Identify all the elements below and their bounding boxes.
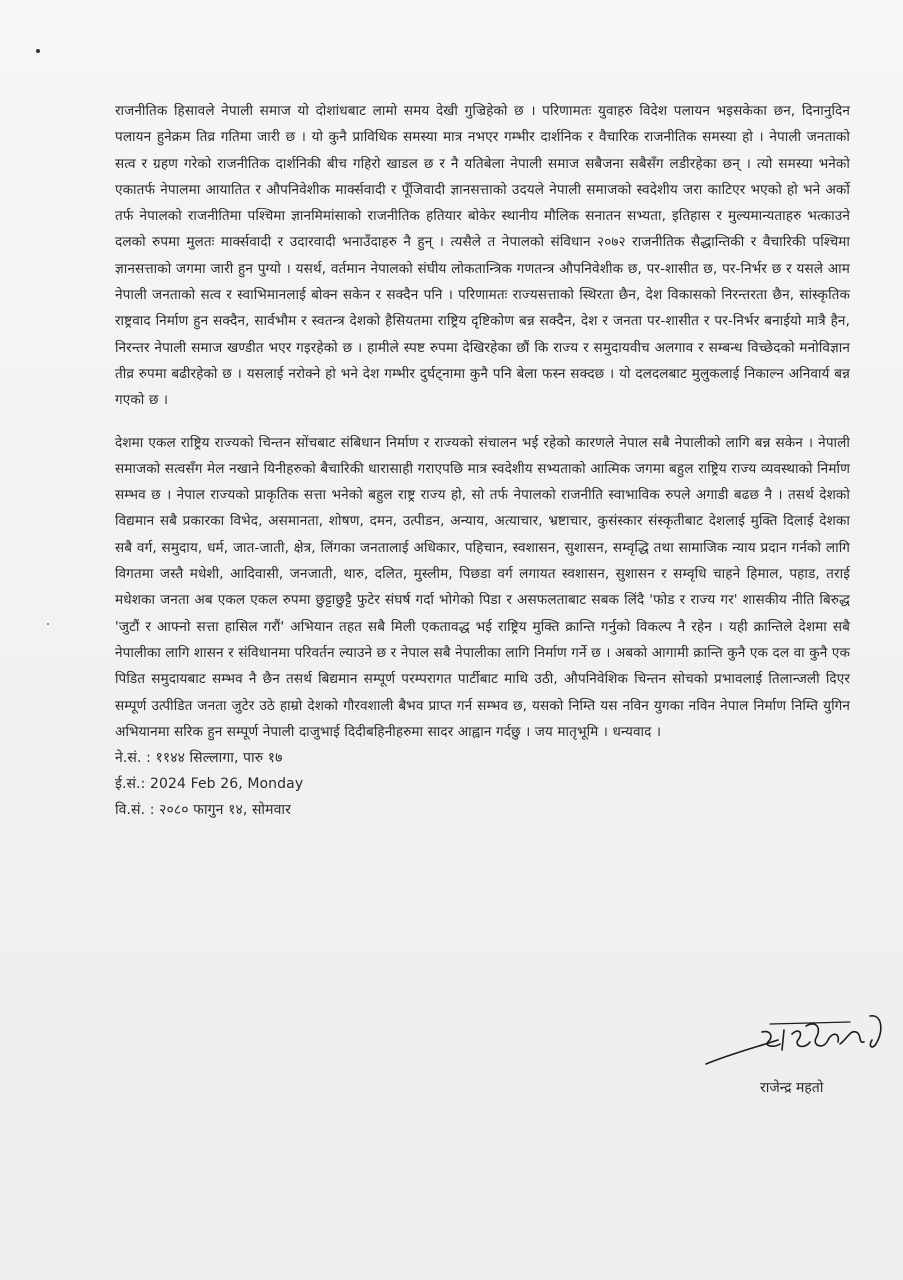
date-gregorian: ई.सं.: 2024 Feb 26, Monday (115, 776, 304, 793)
signer-name: राजेन्द्र महतो (760, 1080, 824, 1096)
paragraph-2: देशमा एकल राष्ट्रिय राज्यको चिन्तन सोंचबाट संबिधान निर्माण र राज्यको संचालन भई रहेको कारणले नेपाल सबै नेपालीको लागि बन्न सकेन । नेपाली समाजको सत्वसँग मेल नखाने यिनीहरुको बैचारिकी धारासाही गराएपछि मात्र स्वदेशीय सभ्यताको आत्मिक जगमा बहुल राष्ट्रिय राज्य व्यवस्थाको निर्माण सम्भव छ । नेपाल राज्यको प्राकृतिक सत्ता भनेको बहुल राष्ट्र राज्य हो, सो तर्फ नेपालको राजनीति स्वाभाविक रुपले अगाडी बढछ नै । तसर्थ देशको विद्यमान सबै प्रकारका विभेद, असमानता, शोषण, दमन, उत्पीडन, अन्याय, अत्याचार, भ्रष्टाचार, कुसंस्कार संस्कृतीबाट देशलाई मुक्ति दिलाई देशका सबै वर्ग, समुदाय, धर्म, जात-जाती, क्षेत्र, लिंगका जनतालाई अधिकार, पहिचान, स्वशासन, सुशासन, सम्वृद्धि तथा सामाजिक न्याय प्रदान गर्नको लागि विगतमा जस्तै मधेशी, आदिवासी, जनजाती, थारु, दलित, मुस्लीम, पिछडा वर्ग लगायत स्वशासन, सुशासन र सम्वृधि चाहने हिमाल, पहाड, तराई मधेशका जनता अब एकल एकल रुपमा छुट्टाछुट्टै फुटेर संघर्ष गर्दा भोगेको पिडा र असफलताबाट सबक लिंदै 'फोड र राज्य गर' शासकीय नीति बिरुद्ध 'जुटौं र आफ्नो सत्ता हासिल गरौं' अभियान तहत सबै मिली एकतावद्ध भई राष्ट्रिय मुक्ति क्रान्ति गर्नुको विकल्प नै रहेन । यही क्रान्तिले देशमा सबै नेपालीका लागि शासन र संविधानमा परिवर्तन ल्याउने छ र नेपाल सबै नेपालीका लागि निर्माण गर्ने छ । अबको आगामी क्रान्ति कुनै एक दल वा कुनै एक पिडित समुदायबाट सम्भव नै छैन तसर्थ बिद्यमान सम्पूर्ण परम्परागत पार्टीबाट माथि उठी, औपनिवेशिक चिन्तन सोचको प्रभावलाई तिलान्जली दिएर सम्पूर्ण उत्पीडित जनता जुटेर उठे हाम्रो देशको गौरवशाली बैभव प्राप्त गर्न सम्भव छ, यसको निम्ति यस नविन युगका नविन नेपाल निर्माण निम्ति युगिन अभियानमा सरिक हुन सम्पूर्ण नेपाली दाजुभाई दिदीबहिनीहरुमा सादर आह्वान गर्दछु । जय मातृभूमि । धन्यवाद । (115, 434, 850, 740)
paragraph-1: राजनीतिक हिसावले नेपाली समाज यो दोशांधबाट लामो समय देखी गुज्रिहेको छ । परिणामतः युवाहरु विदेश पलायन भइसकेका छन, दिनानुदिन पलायन हुनेक्रम तिव्र गतिमा जारी छ । यो कुनै प्राविधिक समस्या मात्र नभएर गम्भीर दार्शनिक र वैचारिक राजनीतिक समस्या हो । नेपाली जनताको सत्व र ग्रहण गरेको राजनीतिक दार्शनिकी बीच गहिरो खाडल छ र नै यतिबेला नेपाली समाज सबैजना सबैसँग लडीरहेका छन् । त्यो समस्या भनेको एकातर्फ नेपालमा आयातित र औपनिवेशीक मार्क्सवादी र पूँजिवादी ज्ञानसत्ताको उदयले नेपाली समाजको स्वदेशीय जरा काटिएर भएको हो भने अर्को तर्फ नेपालको राजनीतिमा पश्चिमा ज्ञानमिमांसाको राजनीतिक हतियार बोकेर स्थानीय मौलिक सनातन सभ्यता, इतिहास र मुल्यमान्यताहरु भत्काउने दलको रुपमा मुलतः मार्क्सवादी र उदारवादी भनाउँदाहरु नै हुन् । त्यसैले त नेपालको संविधान २०७२ राजनीतिक सैद्धान्तिकी र वैचारिकी पश्चिमा ज्ञानसत्ताको जगमा जारी हुन पुग्यो । यसर्थ, वर्तमान नेपालको संघीय लोकतान्त्रिक गणतन्त्र औपनिवेशीक छ, पर-शासीत छ, पर-निर्भर छ र यसले आम नेपाली जनताको सत्व र स्वाभिमानलाई बोक्न सकेन र सक्दैन पनि । परिणामतः राज्यसत्ताको स्थिरता छैन, देश विकासको निरन्तरता छैन, सांस्कृतिक राष्ट्रवाद निर्माण हुन सक्दैन, सार्वभौम र स्वतन्त्र देशको हैसियतमा राष्ट्रिय दृष्टिकोण बन्न सक्दैन, देश र जनता पर-शासीत र पर-निर्भर बनाईयो मात्रै हैन, निरन्तर नेपाली समाज खण्डीत भएर गइरहेको छ । हामीले स्पष्ट रुपमा देखिरहेका छौं कि राज्य र समुदायवीच अलगाव र सम्बन्ध विच्छेदको मनोविज्ञान तीव्र रुपमा बढीरहेको छ । यसलाई नरोक्ने हो भने देश गम्भीर दुर्घट्नामा कुनै पनि बेला फस्न सक्दछ । यो दलदलबाट मुलुकलाई निकाल्न अनिवार्य बन्न गएको छ । (115, 103, 850, 409)
paper-speck (47, 623, 49, 625)
date-nepal-sambat: ने.सं. : ११४४ सिल्लागा, पारु १७ (115, 750, 283, 767)
paper-speck (36, 49, 40, 53)
date-block (115, 745, 850, 823)
signature-image (700, 1010, 890, 1080)
date-bikram-sambat: वि.सं. : २०८० फागुन १४, सोमवार (115, 802, 291, 819)
document-body (115, 98, 850, 823)
